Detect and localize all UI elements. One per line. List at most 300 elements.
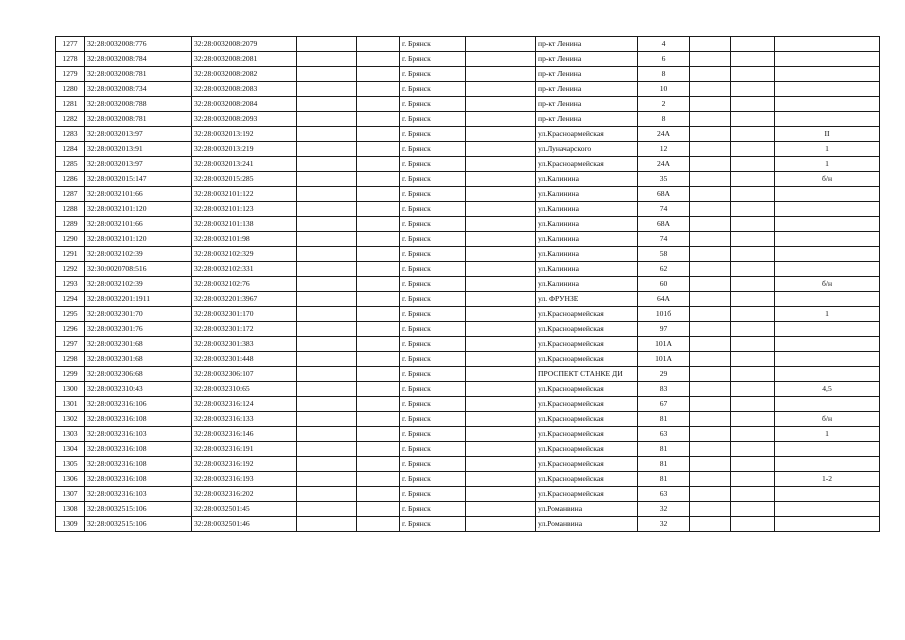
house-number-cell: 62 bbox=[638, 262, 690, 277]
blank-cell-c bbox=[466, 397, 536, 412]
object-number-cell: 32:28:0032301:172 bbox=[192, 322, 297, 337]
city-cell: г. Брянск bbox=[400, 112, 466, 127]
blank-cell-c bbox=[466, 97, 536, 112]
parcel-number-cell: 32:28:0032008:776 bbox=[85, 37, 192, 52]
object-number-cell: 32:28:0032306:107 bbox=[192, 367, 297, 382]
blank-cell-e bbox=[731, 367, 775, 382]
parcel-number-cell: 32:28:0032310:43 bbox=[85, 382, 192, 397]
blank-cell-d bbox=[690, 442, 731, 457]
city-cell: г. Брянск bbox=[400, 127, 466, 142]
blank-cell-a bbox=[297, 502, 357, 517]
blank-cell-c bbox=[466, 487, 536, 502]
blank-cell-c bbox=[466, 337, 536, 352]
apartment-cell bbox=[775, 67, 880, 82]
blank-cell-b bbox=[357, 292, 400, 307]
blank-cell-a bbox=[297, 127, 357, 142]
city-cell: г. Брянск bbox=[400, 277, 466, 292]
table-row bbox=[56, 217, 880, 232]
table-row bbox=[56, 367, 880, 382]
blank-cell-c bbox=[466, 292, 536, 307]
city-cell: г. Брянск bbox=[400, 247, 466, 262]
blank-cell-c bbox=[466, 112, 536, 127]
object-number-cell: 32:28:0032008:2082 bbox=[192, 67, 297, 82]
blank-cell-d bbox=[690, 82, 731, 97]
blank-cell-c bbox=[466, 67, 536, 82]
city-cell: г. Брянск bbox=[400, 217, 466, 232]
blank-cell-a bbox=[297, 262, 357, 277]
apartment-cell bbox=[775, 352, 880, 367]
blank-cell-a bbox=[297, 457, 357, 472]
blank-cell-c bbox=[466, 442, 536, 457]
blank-cell-d bbox=[690, 457, 731, 472]
blank-cell-a bbox=[297, 397, 357, 412]
blank-cell-e bbox=[731, 517, 775, 532]
blank-cell-e bbox=[731, 247, 775, 262]
blank-cell-b bbox=[357, 172, 400, 187]
object-number-cell: 32:28:0032013:219 bbox=[192, 142, 297, 157]
blank-cell-a bbox=[297, 112, 357, 127]
blank-cell-b bbox=[357, 457, 400, 472]
blank-cell-e bbox=[731, 112, 775, 127]
row-number-cell: 1277 bbox=[56, 37, 85, 52]
blank-cell-e bbox=[731, 157, 775, 172]
row-number-cell: 1303 bbox=[56, 427, 85, 442]
blank-cell-e bbox=[731, 262, 775, 277]
street-cell: ул.Калинина bbox=[536, 172, 638, 187]
blank-cell-a bbox=[297, 142, 357, 157]
blank-cell-a bbox=[297, 187, 357, 202]
parcel-number-cell: 32:28:0032316:108 bbox=[85, 472, 192, 487]
row-number-cell: 1304 bbox=[56, 442, 85, 457]
register-table bbox=[55, 36, 880, 532]
table-row bbox=[56, 412, 880, 427]
street-cell: ул.Красноармейская bbox=[536, 457, 638, 472]
blank-cell-d bbox=[690, 217, 731, 232]
row-number-cell: 1292 bbox=[56, 262, 85, 277]
row-number-cell: 1281 bbox=[56, 97, 85, 112]
city-cell: г. Брянск bbox=[400, 487, 466, 502]
object-number-cell: 32:28:0032316:133 bbox=[192, 412, 297, 427]
blank-cell-a bbox=[297, 472, 357, 487]
house-number-cell: 12 bbox=[638, 142, 690, 157]
blank-cell-b bbox=[357, 502, 400, 517]
blank-cell-e bbox=[731, 292, 775, 307]
city-cell: г. Брянск bbox=[400, 292, 466, 307]
blank-cell-d bbox=[690, 352, 731, 367]
table-row bbox=[56, 97, 880, 112]
city-cell: г. Брянск bbox=[400, 157, 466, 172]
blank-cell-c bbox=[466, 307, 536, 322]
house-number-cell: 68А bbox=[638, 217, 690, 232]
house-number-cell: 74 bbox=[638, 232, 690, 247]
street-cell: ул.Красноармейская bbox=[536, 487, 638, 502]
parcel-number-cell: 32:28:0032008:734 bbox=[85, 82, 192, 97]
blank-cell-b bbox=[357, 202, 400, 217]
blank-cell-e bbox=[731, 487, 775, 502]
street-cell: ул.Красноармейская bbox=[536, 472, 638, 487]
object-number-cell: 32:28:0032102:329 bbox=[192, 247, 297, 262]
parcel-number-cell: 32:28:0032013:97 bbox=[85, 157, 192, 172]
blank-cell-a bbox=[297, 367, 357, 382]
parcel-number-cell: 32:28:0032316:108 bbox=[85, 457, 192, 472]
parcel-number-cell: 32:28:0032013:91 bbox=[85, 142, 192, 157]
apartment-cell: 1 bbox=[775, 157, 880, 172]
blank-cell-b bbox=[357, 442, 400, 457]
street-cell: ул.Красноармейская bbox=[536, 352, 638, 367]
blank-cell-e bbox=[731, 352, 775, 367]
city-cell: г. Брянск bbox=[400, 202, 466, 217]
blank-cell-b bbox=[357, 412, 400, 427]
street-cell: пр-кт Ленина bbox=[536, 112, 638, 127]
blank-cell-a bbox=[297, 382, 357, 397]
apartment-cell bbox=[775, 217, 880, 232]
parcel-number-cell: 32:30:0020708:516 bbox=[85, 262, 192, 277]
object-number-cell: 32:28:0032101:138 bbox=[192, 217, 297, 232]
city-cell: г. Брянск bbox=[400, 427, 466, 442]
table-row bbox=[56, 142, 880, 157]
object-number-cell: 32:28:0032102:331 bbox=[192, 262, 297, 277]
row-number-cell: 1288 bbox=[56, 202, 85, 217]
blank-cell-e bbox=[731, 127, 775, 142]
apartment-cell bbox=[775, 247, 880, 262]
city-cell: г. Брянск bbox=[400, 442, 466, 457]
blank-cell-d bbox=[690, 232, 731, 247]
parcel-number-cell: 32:28:0032515:106 bbox=[85, 502, 192, 517]
table-row bbox=[56, 307, 880, 322]
blank-cell-d bbox=[690, 202, 731, 217]
blank-cell-b bbox=[357, 277, 400, 292]
house-number-cell: 29 bbox=[638, 367, 690, 382]
row-number-cell: 1280 bbox=[56, 82, 85, 97]
blank-cell-e bbox=[731, 67, 775, 82]
object-number-cell: 32:28:0032501:45 bbox=[192, 502, 297, 517]
blank-cell-d bbox=[690, 427, 731, 442]
street-cell: пр-кт Ленина bbox=[536, 67, 638, 82]
table-row bbox=[56, 67, 880, 82]
blank-cell-b bbox=[357, 82, 400, 97]
table-row bbox=[56, 457, 880, 472]
city-cell: г. Брянск bbox=[400, 367, 466, 382]
parcel-number-cell: 32:28:0032316:108 bbox=[85, 442, 192, 457]
blank-cell-b bbox=[357, 472, 400, 487]
blank-cell-d bbox=[690, 187, 731, 202]
row-number-cell: 1308 bbox=[56, 502, 85, 517]
table-row bbox=[56, 487, 880, 502]
object-number-cell: 32:28:0032310:65 bbox=[192, 382, 297, 397]
row-number-cell: 1305 bbox=[56, 457, 85, 472]
city-cell: г. Брянск bbox=[400, 502, 466, 517]
apartment-cell: б/н bbox=[775, 412, 880, 427]
blank-cell-a bbox=[297, 37, 357, 52]
parcel-number-cell: 32:28:0032008:788 bbox=[85, 97, 192, 112]
object-number-cell: 32:28:0032008:2093 bbox=[192, 112, 297, 127]
blank-cell-c bbox=[466, 502, 536, 517]
city-cell: г. Брянск bbox=[400, 97, 466, 112]
blank-cell-d bbox=[690, 52, 731, 67]
blank-cell-e bbox=[731, 52, 775, 67]
blank-cell-d bbox=[690, 37, 731, 52]
blank-cell-a bbox=[297, 157, 357, 172]
blank-cell-d bbox=[690, 142, 731, 157]
house-number-cell: 83 bbox=[638, 382, 690, 397]
street-cell: ул.Красноармейская bbox=[536, 427, 638, 442]
blank-cell-c bbox=[466, 187, 536, 202]
blank-cell-b bbox=[357, 307, 400, 322]
street-cell: ул.Калинина bbox=[536, 247, 638, 262]
table-row bbox=[56, 322, 880, 337]
blank-cell-d bbox=[690, 247, 731, 262]
apartment-cell: II bbox=[775, 127, 880, 142]
blank-cell-b bbox=[357, 367, 400, 382]
parcel-number-cell: 32:28:0032306:68 bbox=[85, 367, 192, 382]
blank-cell-a bbox=[297, 337, 357, 352]
blank-cell-b bbox=[357, 487, 400, 502]
blank-cell-d bbox=[690, 517, 731, 532]
blank-cell-e bbox=[731, 217, 775, 232]
city-cell: г. Брянск bbox=[400, 352, 466, 367]
object-number-cell: 32:28:0032101:98 bbox=[192, 232, 297, 247]
row-number-cell: 1294 bbox=[56, 292, 85, 307]
street-cell: пр-кт Ленина bbox=[536, 37, 638, 52]
apartment-cell: 1 bbox=[775, 307, 880, 322]
blank-cell-d bbox=[690, 412, 731, 427]
apartment-cell bbox=[775, 337, 880, 352]
parcel-number-cell: 32:28:0032201:1911 bbox=[85, 292, 192, 307]
blank-cell-a bbox=[297, 517, 357, 532]
city-cell: г. Брянск bbox=[400, 187, 466, 202]
apartment-cell: 1-2 bbox=[775, 472, 880, 487]
house-number-cell: 68А bbox=[638, 187, 690, 202]
table-row bbox=[56, 82, 880, 97]
blank-cell-d bbox=[690, 277, 731, 292]
table-row bbox=[56, 292, 880, 307]
apartment-cell bbox=[775, 442, 880, 457]
parcel-number-cell: 32:28:0032316:103 bbox=[85, 487, 192, 502]
table-row bbox=[56, 247, 880, 262]
street-cell: ул.Калинина bbox=[536, 232, 638, 247]
blank-cell-b bbox=[357, 337, 400, 352]
apartment-cell: 1 bbox=[775, 142, 880, 157]
blank-cell-c bbox=[466, 322, 536, 337]
blank-cell-b bbox=[357, 382, 400, 397]
house-number-cell: 63 bbox=[638, 487, 690, 502]
apartment-cell bbox=[775, 517, 880, 532]
city-cell: г. Брянск bbox=[400, 82, 466, 97]
blank-cell-d bbox=[690, 382, 731, 397]
object-number-cell: 32:28:0032316:146 bbox=[192, 427, 297, 442]
blank-cell-d bbox=[690, 397, 731, 412]
object-number-cell: 32:28:0032316:193 bbox=[192, 472, 297, 487]
apartment-cell bbox=[775, 112, 880, 127]
blank-cell-b bbox=[357, 67, 400, 82]
house-number-cell: 8 bbox=[638, 112, 690, 127]
row-number-cell: 1299 bbox=[56, 367, 85, 382]
blank-cell-e bbox=[731, 472, 775, 487]
table-row bbox=[56, 202, 880, 217]
house-number-cell: 32 bbox=[638, 502, 690, 517]
blank-cell-e bbox=[731, 442, 775, 457]
blank-cell-d bbox=[690, 367, 731, 382]
row-number-cell: 1307 bbox=[56, 487, 85, 502]
blank-cell-b bbox=[357, 217, 400, 232]
blank-cell-c bbox=[466, 52, 536, 67]
apartment-cell bbox=[775, 97, 880, 112]
blank-cell-e bbox=[731, 322, 775, 337]
city-cell: г. Брянск bbox=[400, 67, 466, 82]
blank-cell-a bbox=[297, 217, 357, 232]
row-number-cell: 1278 bbox=[56, 52, 85, 67]
table-row bbox=[56, 232, 880, 247]
city-cell: г. Брянск bbox=[400, 517, 466, 532]
blank-cell-d bbox=[690, 127, 731, 142]
row-number-cell: 1301 bbox=[56, 397, 85, 412]
table-row bbox=[56, 277, 880, 292]
table-row bbox=[56, 127, 880, 142]
blank-cell-a bbox=[297, 232, 357, 247]
blank-cell-a bbox=[297, 307, 357, 322]
blank-cell-d bbox=[690, 262, 731, 277]
parcel-number-cell: 32:28:0032101:66 bbox=[85, 217, 192, 232]
blank-cell-b bbox=[357, 112, 400, 127]
parcel-number-cell: 32:28:0032015:147 bbox=[85, 172, 192, 187]
register-table-body bbox=[56, 37, 880, 532]
street-cell: ул.Красноармейская bbox=[536, 412, 638, 427]
blank-cell-d bbox=[690, 472, 731, 487]
parcel-number-cell: 32:28:0032102:39 bbox=[85, 277, 192, 292]
city-cell: г. Брянск bbox=[400, 52, 466, 67]
parcel-number-cell: 32:28:0032008:784 bbox=[85, 52, 192, 67]
apartment-cell bbox=[775, 397, 880, 412]
parcel-number-cell: 32:28:0032013:97 bbox=[85, 127, 192, 142]
blank-cell-c bbox=[466, 517, 536, 532]
blank-cell-d bbox=[690, 67, 731, 82]
object-number-cell: 32:28:0032008:2084 bbox=[192, 97, 297, 112]
table-row bbox=[56, 157, 880, 172]
street-cell: ул.Красноармейская bbox=[536, 337, 638, 352]
blank-cell-b bbox=[357, 142, 400, 157]
blank-cell-a bbox=[297, 82, 357, 97]
blank-cell-c bbox=[466, 142, 536, 157]
object-number-cell: 32:28:0032201:3967 bbox=[192, 292, 297, 307]
house-number-cell: 35 bbox=[638, 172, 690, 187]
blank-cell-d bbox=[690, 307, 731, 322]
city-cell: г. Брянск bbox=[400, 142, 466, 157]
blank-cell-c bbox=[466, 37, 536, 52]
blank-cell-b bbox=[357, 187, 400, 202]
blank-cell-e bbox=[731, 277, 775, 292]
house-number-cell: 6 bbox=[638, 52, 690, 67]
table-row bbox=[56, 37, 880, 52]
blank-cell-a bbox=[297, 247, 357, 262]
blank-cell-d bbox=[690, 112, 731, 127]
blank-cell-c bbox=[466, 472, 536, 487]
blank-cell-e bbox=[731, 202, 775, 217]
table-row bbox=[56, 442, 880, 457]
object-number-cell: 32:28:0032101:122 bbox=[192, 187, 297, 202]
table-row bbox=[56, 262, 880, 277]
blank-cell-c bbox=[466, 262, 536, 277]
house-number-cell: 101б bbox=[638, 307, 690, 322]
row-number-cell: 1290 bbox=[56, 232, 85, 247]
blank-cell-c bbox=[466, 457, 536, 472]
object-number-cell: 32:28:0032316:192 bbox=[192, 457, 297, 472]
row-number-cell: 1289 bbox=[56, 217, 85, 232]
apartment-cell: 1 bbox=[775, 427, 880, 442]
apartment-cell bbox=[775, 292, 880, 307]
object-number-cell: 32:28:0032316:202 bbox=[192, 487, 297, 502]
blank-cell-e bbox=[731, 427, 775, 442]
table-row bbox=[56, 382, 880, 397]
object-number-cell: 32:28:0032101:123 bbox=[192, 202, 297, 217]
table-row bbox=[56, 397, 880, 412]
blank-cell-e bbox=[731, 172, 775, 187]
house-number-cell: 74 bbox=[638, 202, 690, 217]
apartment-cell bbox=[775, 202, 880, 217]
house-number-cell: 2 bbox=[638, 97, 690, 112]
blank-cell-e bbox=[731, 307, 775, 322]
apartment-cell bbox=[775, 262, 880, 277]
row-number-cell: 1284 bbox=[56, 142, 85, 157]
object-number-cell: 32:28:0032013:241 bbox=[192, 157, 297, 172]
table-row bbox=[56, 502, 880, 517]
blank-cell-e bbox=[731, 232, 775, 247]
blank-cell-c bbox=[466, 127, 536, 142]
table-row bbox=[56, 352, 880, 367]
apartment-cell bbox=[775, 37, 880, 52]
street-cell: ул.Романвина bbox=[536, 517, 638, 532]
blank-cell-d bbox=[690, 502, 731, 517]
row-number-cell: 1302 bbox=[56, 412, 85, 427]
table-row bbox=[56, 112, 880, 127]
blank-cell-a bbox=[297, 322, 357, 337]
blank-cell-c bbox=[466, 232, 536, 247]
blank-cell-a bbox=[297, 442, 357, 457]
row-number-cell: 1297 bbox=[56, 337, 85, 352]
blank-cell-d bbox=[690, 157, 731, 172]
parcel-number-cell: 32:28:0032301:68 bbox=[85, 337, 192, 352]
object-number-cell: 32:28:0032008:2081 bbox=[192, 52, 297, 67]
street-cell: ул.Романвина bbox=[536, 502, 638, 517]
row-number-cell: 1295 bbox=[56, 307, 85, 322]
street-cell: ул.Калинина bbox=[536, 262, 638, 277]
house-number-cell: 4 bbox=[638, 37, 690, 52]
object-number-cell: 32:28:0032301:170 bbox=[192, 307, 297, 322]
parcel-number-cell: 32:28:0032316:103 bbox=[85, 427, 192, 442]
table-row bbox=[56, 337, 880, 352]
blank-cell-d bbox=[690, 97, 731, 112]
house-number-cell: 101А bbox=[638, 352, 690, 367]
blank-cell-a bbox=[297, 97, 357, 112]
city-cell: г. Брянск bbox=[400, 307, 466, 322]
parcel-number-cell: 32:28:0032301:70 bbox=[85, 307, 192, 322]
blank-cell-c bbox=[466, 427, 536, 442]
blank-cell-c bbox=[466, 367, 536, 382]
blank-cell-c bbox=[466, 172, 536, 187]
house-number-cell: 97 bbox=[638, 322, 690, 337]
row-number-cell: 1306 bbox=[56, 472, 85, 487]
blank-cell-a bbox=[297, 277, 357, 292]
apartment-cell bbox=[775, 322, 880, 337]
blank-cell-b bbox=[357, 262, 400, 277]
object-number-cell: 32:28:0032301:448 bbox=[192, 352, 297, 367]
blank-cell-b bbox=[357, 157, 400, 172]
apartment-cell: б/н bbox=[775, 172, 880, 187]
street-cell: ул.Красноармейская bbox=[536, 322, 638, 337]
city-cell: г. Брянск bbox=[400, 322, 466, 337]
blank-cell-b bbox=[357, 517, 400, 532]
row-number-cell: 1298 bbox=[56, 352, 85, 367]
object-number-cell: 32:28:0032316:191 bbox=[192, 442, 297, 457]
